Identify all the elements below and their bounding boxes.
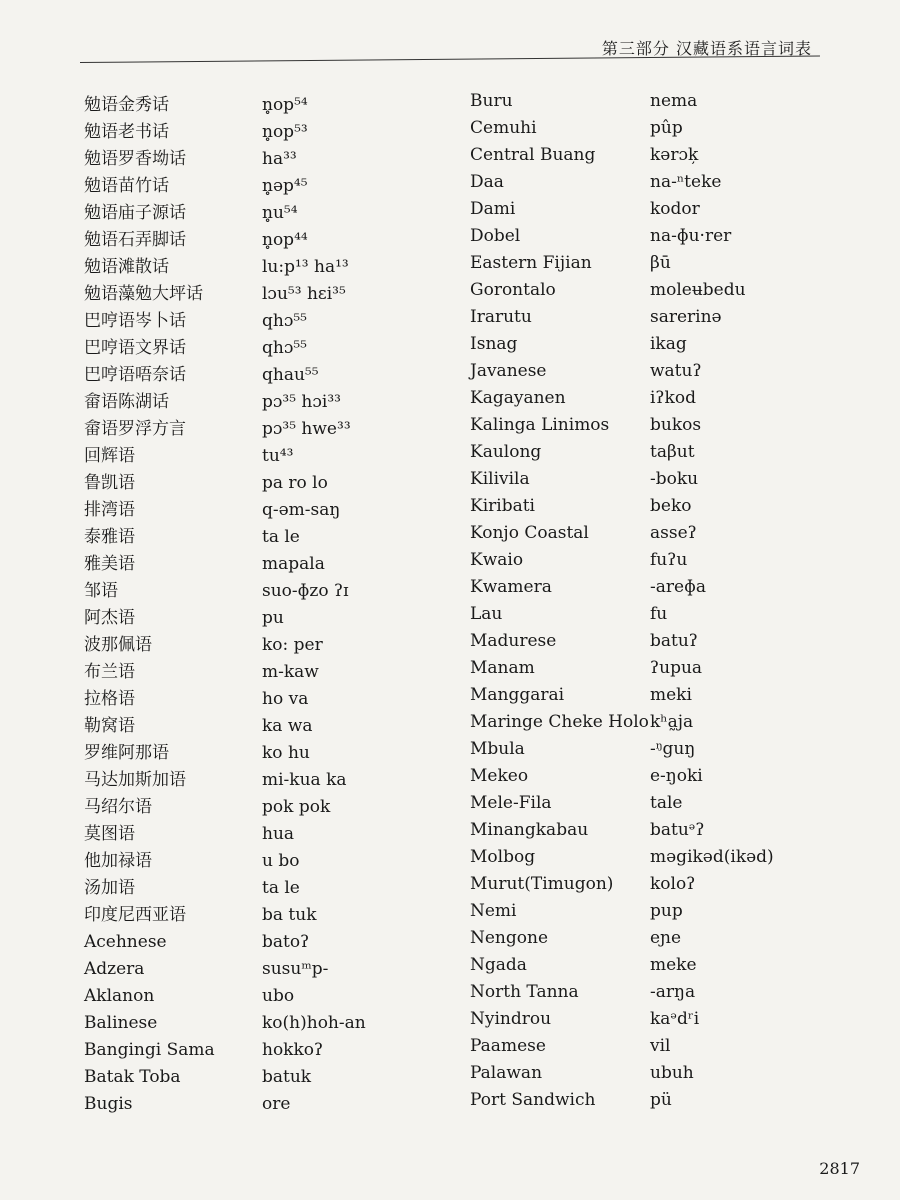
word-entry	[84, 524, 366, 551]
language-name: 鲁凯语	[84, 473, 135, 493]
language-name: 马绍尔语	[84, 797, 152, 817]
word-form: susuᵐp-	[262, 959, 329, 979]
language-name: North Tanna	[470, 982, 579, 1002]
word-form: lu:p¹³ ha¹³	[262, 257, 349, 277]
word-entry	[84, 902, 366, 929]
language-name: 他加禄语	[84, 851, 152, 871]
language-name: Aklanon	[84, 986, 155, 1006]
word-form: fuʔu	[650, 550, 688, 570]
word-entry	[84, 1037, 366, 1064]
word-entry	[470, 1006, 774, 1033]
language-name: Kaulong	[470, 442, 542, 462]
language-name: 勉语藻勉大坪话	[84, 284, 203, 304]
word-entry	[470, 196, 774, 223]
word-form: mi-kua ka	[262, 770, 347, 790]
word-form: ubo	[262, 986, 295, 1006]
word-entry	[84, 119, 366, 146]
word-entry	[470, 952, 774, 979]
language-name: Kilivila	[470, 469, 530, 489]
word-form: pɔ³⁵ hwe³³	[262, 419, 351, 439]
language-name: 巴哼语唔奈话	[84, 365, 186, 385]
language-name: 畲语罗浮方言	[84, 419, 186, 439]
word-entry	[84, 389, 366, 416]
word-entry	[84, 605, 366, 632]
word-form: vil	[650, 1036, 671, 1056]
word-form: kodor	[650, 199, 700, 219]
word-entry	[84, 551, 366, 578]
word-form: qhɔ⁵⁵	[262, 338, 307, 358]
word-form: ʔupua	[650, 658, 703, 678]
word-entry	[470, 709, 774, 736]
word-entry	[470, 520, 774, 547]
word-entry	[470, 682, 774, 709]
language-name: Dami	[470, 199, 516, 219]
word-entry	[470, 277, 774, 304]
language-name: Kagayanen	[470, 388, 566, 408]
word-entry	[470, 88, 774, 115]
word-entry	[470, 871, 774, 898]
word-form: q-əm-saŋ	[262, 500, 341, 520]
language-name: Daa	[470, 172, 504, 192]
language-name: Molbog	[470, 847, 536, 867]
language-name: Minangkabau	[470, 820, 589, 840]
left-column	[84, 92, 366, 1118]
language-name: Balinese	[84, 1013, 158, 1033]
word-form: meki	[650, 685, 692, 705]
word-entry	[84, 1091, 366, 1118]
right-column	[470, 88, 774, 1114]
language-name: 勒窝语	[84, 716, 135, 736]
word-form: moleʉbedu	[650, 280, 746, 300]
word-entry	[84, 794, 366, 821]
language-name: Maringe Cheke Holo	[470, 712, 649, 732]
word-form: ko(h)hoh-an	[262, 1013, 366, 1033]
word-entry	[84, 578, 366, 605]
word-form: eɲe	[650, 928, 682, 948]
language-name: Gorontalo	[470, 280, 556, 300]
language-name: 勉语罗香坳话	[84, 149, 186, 169]
language-name: Kalinga Linimos	[470, 415, 610, 435]
language-name: 排湾语	[84, 500, 135, 520]
language-name: 雅美语	[84, 554, 135, 574]
word-entry	[470, 493, 774, 520]
word-entry	[84, 1064, 366, 1091]
word-form: pup	[650, 901, 683, 921]
word-form: na-ɸu·rer	[650, 226, 732, 246]
language-name: Dobel	[470, 226, 521, 246]
word-entry	[84, 281, 366, 308]
word-form: pok pok	[262, 797, 331, 817]
word-form: koloʔ	[650, 874, 696, 894]
word-entry	[84, 767, 366, 794]
word-entry	[470, 169, 774, 196]
word-entry	[470, 115, 774, 142]
language-name: Javanese	[470, 361, 547, 381]
word-entry	[84, 416, 366, 443]
word-form: ore	[262, 1094, 291, 1114]
word-form: nema	[650, 91, 698, 111]
word-form: ho va	[262, 689, 309, 709]
word-form: pa ro lo	[262, 473, 328, 493]
language-name: Bangingi Sama	[84, 1040, 215, 1060]
word-form: n̥u⁵⁴	[262, 203, 298, 223]
word-entry	[84, 308, 366, 335]
word-entry	[470, 547, 774, 574]
word-entry	[84, 983, 366, 1010]
language-name: 印度尼西亚语	[84, 905, 186, 925]
word-entry	[84, 443, 366, 470]
word-entry	[84, 92, 366, 119]
word-form: batuᵊʔ	[650, 820, 705, 840]
word-entry	[470, 439, 774, 466]
word-form: batuʔ	[650, 631, 698, 651]
word-form: kərɔk̦	[650, 145, 699, 165]
word-entry	[84, 1010, 366, 1037]
language-name: 勉语石弄脚话	[84, 230, 186, 250]
word-entry	[84, 713, 366, 740]
language-name: Irarutu	[470, 307, 532, 327]
language-name: 拉格语	[84, 689, 135, 709]
word-entry	[470, 223, 774, 250]
word-entry	[84, 659, 366, 686]
language-name: Manam	[470, 658, 535, 678]
word-entry	[84, 875, 366, 902]
word-form: -ᵑguŋ	[650, 739, 696, 759]
word-entry	[470, 331, 774, 358]
word-entry	[84, 497, 366, 524]
word-form: ba tuk	[262, 905, 317, 925]
word-form: hua	[262, 824, 295, 844]
language-name: Kwamera	[470, 577, 552, 597]
word-form: tale	[650, 793, 683, 813]
language-name: Adzera	[84, 959, 145, 979]
word-form: batoʔ	[262, 932, 310, 952]
language-name: Kwaio	[470, 550, 524, 570]
language-name: Acehnese	[84, 932, 167, 952]
word-form: meke	[650, 955, 697, 975]
word-form: na-ⁿteke	[650, 172, 722, 192]
word-form: watuʔ	[650, 361, 702, 381]
word-form: asseʔ	[650, 523, 697, 543]
word-form: pu	[262, 608, 284, 628]
word-form: ta le	[262, 878, 300, 898]
language-name: 马达加斯加语	[84, 770, 186, 790]
word-form: beko	[650, 496, 692, 516]
word-entry	[470, 466, 774, 493]
language-name: Isnag	[470, 334, 518, 354]
word-entry	[84, 146, 366, 173]
word-form: e-ŋoki	[650, 766, 703, 786]
language-name: Kiribati	[470, 496, 535, 516]
running-header: 第三部分 汉藏语系语言词表	[601, 39, 812, 58]
language-name: Manggarai	[470, 685, 565, 705]
language-name: Paamese	[470, 1036, 546, 1056]
language-name: Buru	[470, 91, 513, 111]
language-name: 汤加语	[84, 878, 135, 898]
word-form: fu	[650, 604, 668, 624]
language-name: 巴哼语文界话	[84, 338, 186, 358]
language-name: Lau	[470, 604, 503, 624]
language-name: Ngada	[470, 955, 527, 975]
language-name: 勉语滩散话	[84, 257, 169, 277]
word-form: qhɔ⁵⁵	[262, 311, 307, 331]
language-name: 邹语	[84, 581, 118, 601]
language-name: Madurese	[470, 631, 557, 651]
language-name: Batak Toba	[84, 1067, 181, 1087]
word-form: batuk	[262, 1067, 312, 1087]
language-name: Central Buang	[470, 145, 596, 165]
word-entry	[470, 250, 774, 277]
word-form: taβut	[650, 442, 695, 462]
language-name: 波那佩语	[84, 635, 152, 655]
word-form: pɔ³⁵ hɔi³³	[262, 392, 341, 412]
word-entry	[470, 844, 774, 871]
word-form: tu⁴³	[262, 446, 294, 466]
word-form: hokkoʔ	[262, 1040, 324, 1060]
language-name: Konjo Coastal	[470, 523, 589, 543]
language-name: 勉语金秀话	[84, 95, 169, 115]
word-form: sarerinə	[650, 307, 722, 327]
word-form: pü	[650, 1090, 672, 1110]
word-form: pûp	[650, 118, 683, 138]
word-entry	[470, 412, 774, 439]
word-form: iʔkod	[650, 388, 696, 408]
word-entry	[84, 200, 366, 227]
word-form: kaᵊdʳi	[650, 1009, 700, 1029]
word-form: lɔu⁵³ hɛi³⁵	[262, 284, 346, 304]
header-rule	[80, 56, 820, 63]
language-name: Bugis	[84, 1094, 133, 1114]
word-form: ko hu	[262, 743, 310, 763]
word-entry	[470, 1033, 774, 1060]
word-form: ka wa	[262, 716, 313, 736]
language-name: 回辉语	[84, 446, 135, 466]
word-form: m-kaw	[262, 662, 319, 682]
word-entry	[84, 254, 366, 281]
word-form: n̥op⁵⁴	[262, 95, 308, 115]
word-entry	[470, 898, 774, 925]
word-form: kʰa̰ja	[650, 712, 694, 732]
word-entry	[470, 736, 774, 763]
word-form: ha³³	[262, 149, 297, 169]
language-name: Mele-Fila	[470, 793, 552, 813]
language-name: Nengone	[470, 928, 549, 948]
word-form: n̥əp⁴⁵	[262, 176, 308, 196]
language-name: Nyindrou	[470, 1009, 552, 1029]
word-form: -areɸa	[650, 577, 706, 597]
word-entry	[84, 362, 366, 389]
language-name: Nemi	[470, 901, 517, 921]
word-form: n̥op⁴⁴	[262, 230, 308, 250]
page-number: 2817	[819, 1159, 860, 1178]
language-name: 罗维阿那语	[84, 743, 169, 763]
language-name: Port Sandwich	[470, 1090, 596, 1110]
word-entry	[84, 227, 366, 254]
language-name: Murut(Timugon)	[470, 874, 614, 894]
word-form: bukos	[650, 415, 702, 435]
word-entry	[84, 956, 366, 983]
language-name: Eastern Fijian	[470, 253, 592, 273]
word-entry	[84, 686, 366, 713]
word-form: suo-ɸzo ʔɪ	[262, 581, 349, 601]
word-entry	[470, 574, 774, 601]
word-entry	[470, 1087, 774, 1114]
word-entry	[470, 790, 774, 817]
word-entry	[84, 470, 366, 497]
word-entry	[470, 142, 774, 169]
word-entry	[84, 632, 366, 659]
word-form: βū	[650, 253, 671, 273]
word-form: qhau⁵⁵	[262, 365, 319, 385]
word-form: məgikəd(ikəd)	[650, 847, 774, 867]
word-form: -boku	[650, 469, 699, 489]
word-entry	[470, 304, 774, 331]
word-entry	[470, 1060, 774, 1087]
word-entry	[84, 173, 366, 200]
word-form: u bo	[262, 851, 300, 871]
word-entry	[84, 335, 366, 362]
word-entry	[470, 763, 774, 790]
word-entry	[470, 925, 774, 952]
language-name: Mbula	[470, 739, 525, 759]
word-entry	[470, 358, 774, 385]
language-name: 巴哼语岑卜话	[84, 311, 186, 331]
word-entry	[84, 848, 366, 875]
word-form: ubuh	[650, 1063, 694, 1083]
word-entry	[84, 740, 366, 767]
word-entry	[84, 821, 366, 848]
language-name: Palawan	[470, 1063, 543, 1083]
language-name: 泰雅语	[84, 527, 135, 547]
language-name: 莫图语	[84, 824, 135, 844]
language-name: 勉语苗竹话	[84, 176, 169, 196]
word-entry	[470, 601, 774, 628]
word-form: ko: per	[262, 635, 323, 655]
word-entry	[470, 817, 774, 844]
language-name: 勉语老书话	[84, 122, 169, 142]
word-form: n̥op⁵³	[262, 122, 308, 142]
word-entry	[470, 979, 774, 1006]
word-form: mapala	[262, 554, 325, 574]
word-entry	[84, 929, 366, 956]
word-form: ta le	[262, 527, 300, 547]
word-entry	[470, 655, 774, 682]
language-name: Cemuhi	[470, 118, 537, 138]
language-name: Mekeo	[470, 766, 529, 786]
language-name: 勉语庙子源话	[84, 203, 186, 223]
language-name: 阿杰语	[84, 608, 135, 628]
word-entry	[470, 628, 774, 655]
language-name: 布兰语	[84, 662, 135, 682]
language-name: 畲语陈湖话	[84, 392, 169, 412]
word-form: ikag	[650, 334, 687, 354]
word-form: -arŋa	[650, 982, 696, 1002]
word-entry	[470, 385, 774, 412]
